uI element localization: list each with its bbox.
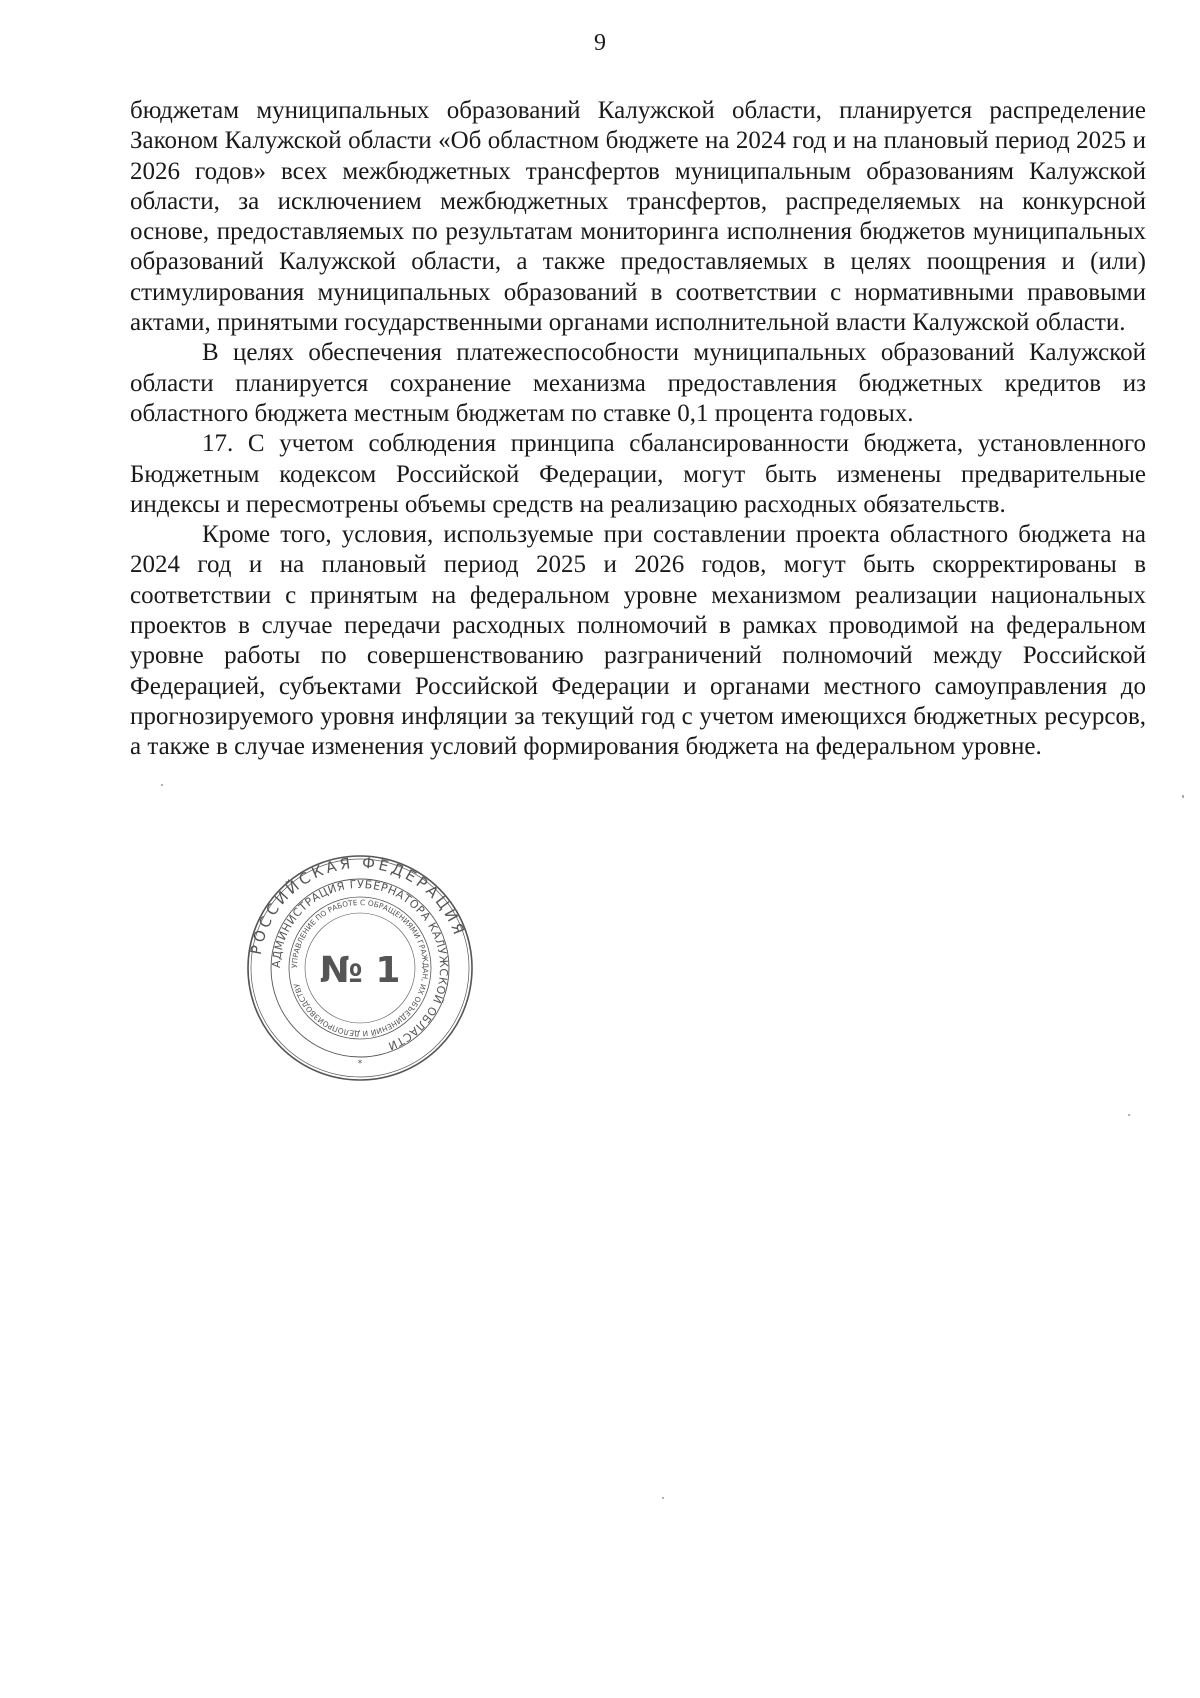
document-body bbox=[130, 96, 1146, 763]
seal-middle-ring-text: АДМИНИСТРАЦИЯ ГУБЕРНАТОРА КАЛУЖСКОЙ ОБЛАСТИ bbox=[269, 877, 451, 1053]
paragraph-interbudget-transfers: бюджетам муниципальных образований Калужской области, планируется распределение Законом Калужской области «Об областном бюджете на 2024 год и на плановый период 2025 и 2026 годов» всех межбюджетных трансфертов муниципальным образованиям Калужской области, за исключением межбюджетных трансфертов, распределяемых на конкурсной основе, предоставляемых по результатам мониторинга исполнения бюджетов муниципальных образований Калужской области, а также предоставляемых в целях поощрения и (или) стимулирования муниципальных образований в соответствии с нормативными правовыми актами, принятыми государственными органами исполнительной власти Калужской области. bbox=[130, 97, 1146, 337]
scan-speck bbox=[662, 1497, 664, 1499]
paragraph-adjustment-conditions: Кроме того, условия, используемые при составлении проекта областного бюджета на 2024 год и на плановый период 2025 и 2026 годов, могут быть скорректированы в соответствии с принятым на федеральном уровне механизмом реализации национальных проектов в случае передачи расходных полномочий в рамках проводимой на федеральном уровне работы по совершенствованию разграничений полномочий между Российской Федерацией, субъектами Российской Федерации и органами местного самоуправления до прогнозируемого уровня инфляции за текущий год с учетом имеющихся бюджетных ресурсов, а также в случае изменения условий формирования бюджета на федеральном уровне. bbox=[130, 521, 1146, 761]
seal-star-bottom: * bbox=[357, 1059, 363, 1069]
official-seal bbox=[246, 854, 474, 1082]
scan-speck bbox=[161, 784, 163, 786]
scan-speck bbox=[1128, 1114, 1130, 1116]
seal-center-number: № 1 bbox=[319, 950, 401, 991]
seal-inner-ring-text: УПРАВЛЕНИЕ ПО РАБОТЕ С ОБРАЩЕНИЯМИ ГРАЖДАН, ИХ ОБЪЕДИНЕНИЙ И ДЕЛОПРОИЗВОДСТВУ bbox=[289, 897, 431, 1039]
scan-speck bbox=[1182, 795, 1184, 798]
paragraph-budget-credits: В целях обеспечения платежеспособности муниципальных образований Калужской области планируется сохранение механизма предоставления бюджетных кредитов из областного бюджета местным бюджетам по ставке 0,1 процента годовых. bbox=[130, 339, 1146, 427]
paragraph-item-17: 17. С учетом соблюдения принципа сбалансированности бюджета, установленного Бюджетным кодексом Российской Федерации, могут быть изменены предварительные индексы и пересмотрены объемы средств на реализацию расходных обязательств. bbox=[130, 430, 1146, 518]
page-number: 9 bbox=[594, 30, 606, 56]
seal-outer-ring-text: РОССИЙСКАЯ ФЕДЕРАЦИЯ bbox=[246, 854, 469, 957]
